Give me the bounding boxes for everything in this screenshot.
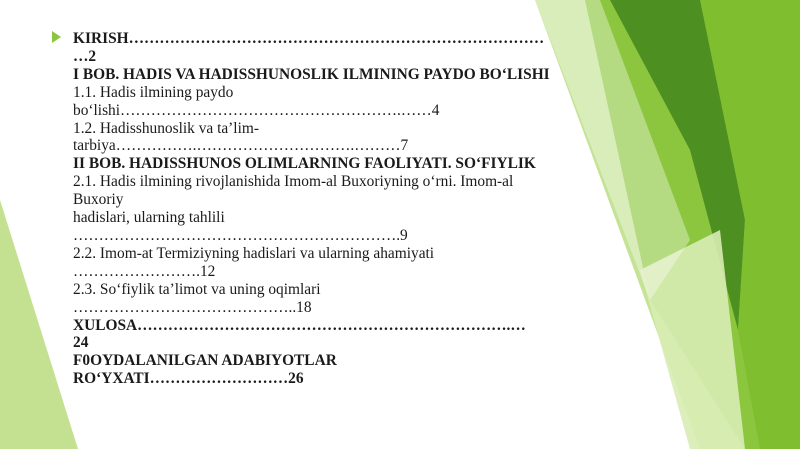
facet-pale-left (0, 200, 78, 449)
toc-line: KIRISH……………………………………………………………………… (73, 30, 545, 47)
toc-line: I BOB. HADIS VA HADISSHUNOSLIK ILMINING PAYDO BO‘LISHI (73, 65, 550, 83)
toc-line: 2.2. Imom-at Termiziyning hadislari va ularning ahamiyati (73, 244, 435, 262)
toc-line: …………………….12 (73, 262, 216, 280)
toc-line: tarbiya…………….………………………….………7 (73, 137, 409, 155)
toc-line: hadislari, ularning tahlili (73, 209, 225, 227)
toc-line: ……………………………………………………….9 (73, 226, 408, 244)
toc-line: ……………………………………..18 (73, 298, 312, 316)
toc-line: 1.2. Hadisshunoslik va ta’lim- (73, 119, 259, 137)
toc-line: Buxoriy (73, 191, 124, 209)
table-of-contents (73, 30, 613, 388)
toc-line: …2 (73, 47, 97, 65)
toc-line: F0OYDALANILGAN ADABIYOTLAR (73, 352, 337, 370)
toc-line: 2.1. Hadis ilmining rivojlanishida Imom-al Buxoriyning o‘rni. Imom-al (73, 173, 514, 191)
toc-line: 1.1. Hadis ilmining paydo (73, 83, 234, 101)
toc-line: II BOB. HADISSHUNOS OLIMLARNING FAOLIYATI. SO‘FIYLIK (73, 155, 536, 173)
toc-line: bo‘lishi……………………………………………….……4 (73, 101, 440, 119)
toc-line: 24 (73, 334, 89, 352)
bullet-arrow-icon (52, 31, 61, 43)
toc-line: 2.3. So‘fiylik ta’limot va uning oqimlari (73, 280, 321, 298)
toc-line: XULOSA……………………………………………………………….… (73, 316, 526, 334)
toc-line: RO‘YXATI………………………26 (73, 370, 304, 388)
